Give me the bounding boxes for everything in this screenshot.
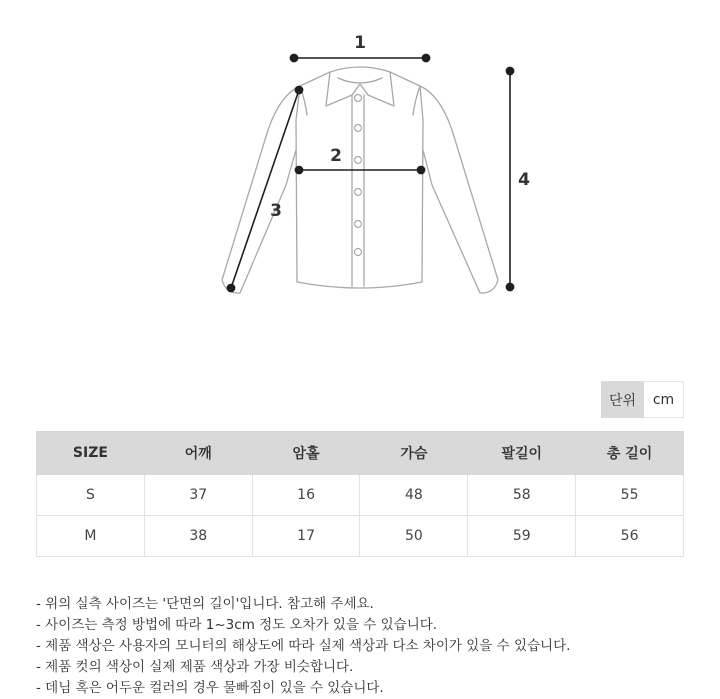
measure-label-1: 1	[354, 33, 366, 53]
header-shoulder: 어깨	[144, 432, 252, 475]
table-row	[37, 475, 684, 516]
header-total-length: 총 길이	[576, 432, 684, 475]
table-cell: 56	[576, 516, 684, 557]
header-size: SIZE	[37, 432, 145, 475]
table-row	[37, 516, 684, 557]
header-chest: 가슴	[360, 432, 468, 475]
table-cell: 50	[360, 516, 468, 557]
unit-value: cm	[644, 381, 684, 418]
table-cell: 16	[252, 475, 360, 516]
table-cell: S	[37, 475, 145, 516]
note-item: - 위의 실측 사이즈는 '단면의 길이'입니다. 참고해 주세요.	[36, 596, 374, 612]
header-sleeve: 팔길이	[468, 432, 576, 475]
header-armhole: 암홀	[252, 432, 360, 475]
table-cell: 59	[468, 516, 576, 557]
table-cell: M	[37, 516, 145, 557]
measurement-diagram	[0, 0, 720, 330]
table-cell: 48	[360, 475, 468, 516]
unit-label: 단위	[601, 381, 644, 418]
table-cell: 58	[468, 475, 576, 516]
unit-indicator	[601, 381, 684, 418]
size-table	[36, 431, 684, 557]
measure-label-2: 2	[330, 146, 342, 166]
table-header-row	[37, 432, 684, 475]
table-cell: 17	[252, 516, 360, 557]
note-item: - 사이즈는 측정 방법에 따라 1~3cm 정도 오차가 있을 수 있습니다.	[36, 617, 438, 633]
table-cell: 38	[144, 516, 252, 557]
table-cell: 55	[576, 475, 684, 516]
table-cell: 37	[144, 475, 252, 516]
note-item: - 제품 색상은 사용자의 모니터의 해상도에 따라 실제 색상과 다소 차이가 있을 수 있습니다.	[36, 638, 571, 654]
note-item: - 데님 혹은 어두운 컬러의 경우 물빠짐이 있을 수 있습니다.	[36, 680, 384, 696]
measure-label-3: 3	[270, 201, 282, 221]
measure-label-4: 4	[518, 170, 530, 190]
notes-list	[36, 594, 570, 699]
note-item: - 제품 컷의 색상이 실제 제품 색상과 가장 비슷합니다.	[36, 659, 354, 675]
